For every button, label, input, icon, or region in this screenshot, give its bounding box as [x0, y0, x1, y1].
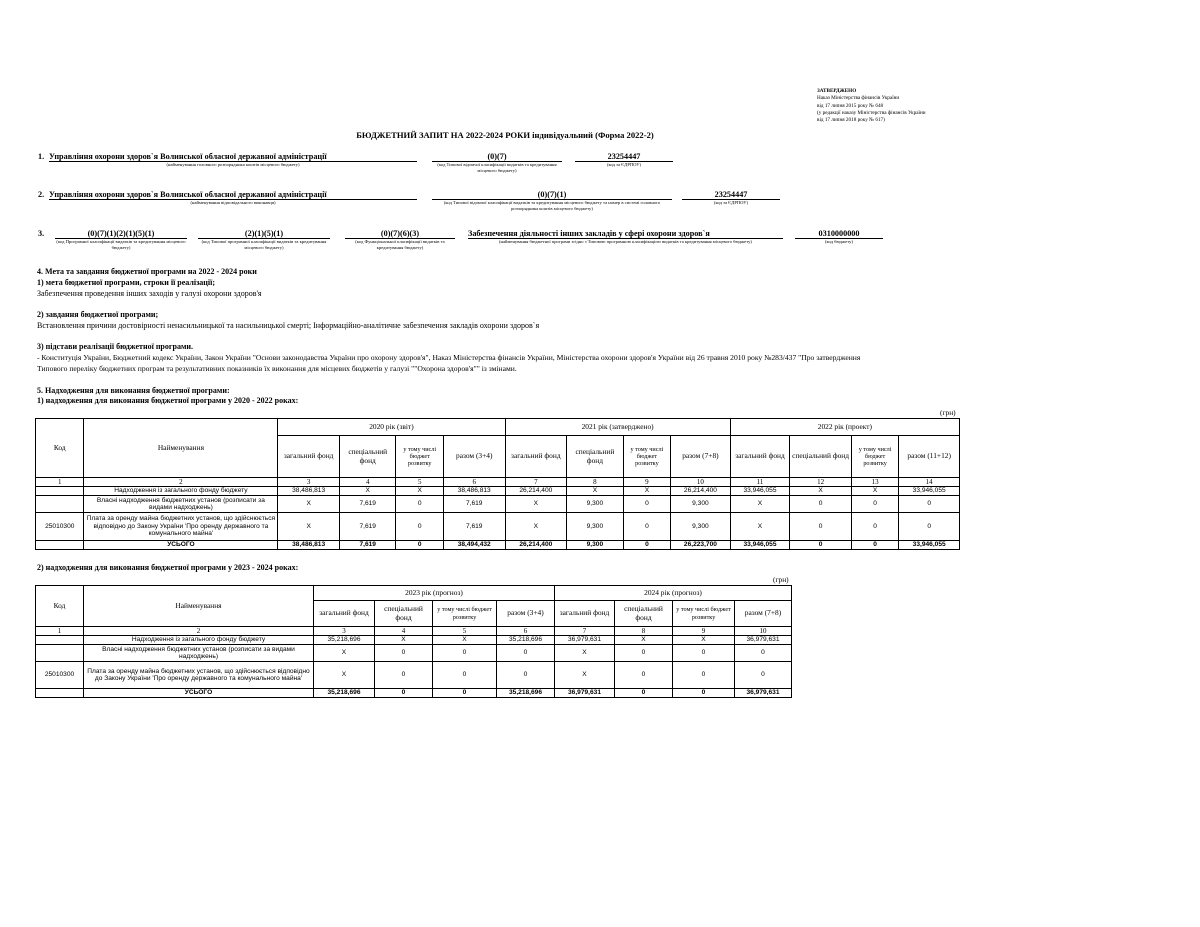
row-code	[36, 645, 84, 662]
column-number: 4	[339, 478, 396, 487]
line2-code-caption: (код Типової відомчої класифікації видатків та кредитування місцевого бюджету та номер в системі головного розпорядника коштів місцевого бюджету)	[443, 200, 661, 211]
cell: 26,214,400	[505, 541, 567, 550]
column-number: 2	[84, 478, 278, 487]
approval-line: від 17 липня 2015 року № 648	[817, 102, 884, 109]
header-development-budget: у тому числі бюджет розвитку	[433, 601, 497, 627]
header-development-budget: у тому числі бюджет розвитку	[623, 436, 670, 478]
column-number: 7	[555, 627, 615, 636]
line3-program-code: (0)(7)(1)(2)(1)(5)(1)	[55, 229, 187, 239]
cell: 38,486,813	[443, 487, 505, 496]
form-title: БЮДЖЕТНИЙ ЗАПИТ НА 2022-2024 РОКИ індивідуальний (Форма 2022-2)	[356, 130, 654, 140]
section4-goal-heading: 1) мета бюджетної програми, строки її реалізації;	[37, 278, 216, 287]
cell: 0	[851, 541, 898, 550]
receipts-table-2020-2022	[35, 418, 960, 550]
line3-program-name-caption: (найменування бюджетної програми згідно з Типовою програмною класифікацією видатків та кредитування місцевого бюджету)	[499, 239, 752, 244]
cell: X	[623, 487, 670, 496]
cell: 0	[623, 513, 670, 541]
cell: 0	[433, 662, 497, 689]
header-total: разом (11+12)	[899, 436, 960, 478]
cell: X	[278, 496, 340, 513]
header-development-budget: у тому числі бюджет розвитку	[673, 601, 735, 627]
cell: 38,494,432	[443, 541, 505, 550]
approval-line: Наказ Міністерства фінансів України	[817, 95, 900, 102]
column-number: 1	[36, 627, 84, 636]
line3-functional-code-caption: (код Функціональної класифікації видатків та кредитування бюджету)	[355, 239, 445, 250]
cell: 0	[433, 689, 497, 698]
cell: 0	[396, 496, 443, 513]
table-row	[36, 513, 960, 541]
line2-number: 2.	[38, 190, 45, 199]
line2-name-caption: (найменування відповідального виконавця)	[190, 200, 276, 205]
cell: 0	[735, 645, 792, 662]
header-general-fund: загальний фонд	[505, 436, 567, 478]
line2-code: (0)(7)(1)	[432, 190, 672, 200]
total-row	[36, 541, 960, 550]
receipts-table-2023-2024	[35, 585, 792, 698]
cell: X	[339, 487, 396, 496]
cell: X	[730, 513, 790, 541]
section4-title: 4. Мета та завдання бюджетної програми на 2022 - 2024 роки	[37, 267, 257, 276]
column-number: 5	[396, 478, 443, 487]
cell: X	[314, 662, 375, 689]
cell: X	[567, 487, 624, 496]
column-number: 9	[623, 478, 670, 487]
header-code: Код	[36, 419, 84, 478]
cell: X	[851, 487, 898, 496]
table2-unit: (грн)	[773, 575, 789, 584]
cell: 7,619	[443, 513, 505, 541]
line1-edrpou: 23254447	[575, 152, 673, 162]
column-number: 2	[84, 627, 314, 636]
section4-basis-text-2: Типового переліку бюджетних програм та результативних показників їх виконання для місцевих бюджетів у галузі ""Охорона здоров'я"" із змінами.	[37, 364, 517, 373]
section4-basis-heading: 3) підстави реалізації бюджетної програми.	[37, 342, 194, 351]
header-special-fund: спеціальний фонд	[615, 601, 673, 627]
line3-typical-code-caption: (код Типової програмної класифікації видатків та кредитування місцевого бюджету)	[201, 239, 327, 250]
row-code	[36, 689, 84, 698]
row-code	[36, 487, 84, 496]
cell: 0	[673, 662, 735, 689]
header-general-fund: загальний фонд	[730, 436, 790, 478]
column-number: 12	[790, 478, 852, 487]
header-general-fund: загальний фонд	[314, 601, 375, 627]
cell: 0	[899, 513, 960, 541]
approval-line: (у редакції наказу Міністерства фінансів України	[817, 109, 926, 116]
line1-number: 1.	[38, 152, 45, 161]
cell: X	[555, 645, 615, 662]
header-total: разом (3+4)	[497, 601, 555, 627]
cell: 0	[623, 496, 670, 513]
row-name: Власні надходження бюджетних установ (розписати за видами надходжень)	[84, 645, 314, 662]
cell: X	[375, 636, 433, 645]
column-number: 10	[735, 627, 792, 636]
column-number: 8	[567, 478, 624, 487]
table1-unit: (грн)	[940, 408, 956, 417]
cell: 0	[375, 662, 433, 689]
line2-name: Управління охорони здоров`я Волинської обласної державної адміністрації	[49, 190, 417, 200]
cell: 33,946,055	[899, 487, 960, 496]
cell: 0	[623, 541, 670, 550]
cell: 0	[673, 645, 735, 662]
column-number: 14	[899, 478, 960, 487]
row-name: УСЬОГО	[84, 541, 278, 550]
cell: 0	[375, 645, 433, 662]
cell: X	[555, 662, 615, 689]
row-name: Власні надходження бюджетних установ (розписати за видами надходжень)	[84, 496, 278, 513]
column-number: 13	[851, 478, 898, 487]
cell: 0	[673, 689, 735, 698]
approval-title: ЗАТВЕРДЖЕНО	[817, 88, 857, 94]
section4-tasks-text: Встановлення причини достовірності ненасильницької та насильницької смерті; Інформаційно-аналітичне забезпечення закладів охорони здоров`я	[37, 321, 540, 330]
row-code: 25010300	[36, 662, 84, 689]
line3-program-code-caption: (код Програмної класифікації видатків та кредитування місцевого бюджету)	[56, 239, 186, 250]
section4-tasks-heading: 2) завдання бюджетної програми;	[37, 310, 159, 319]
cell: 26,214,400	[671, 487, 731, 496]
header-development-budget: у тому числі бюджет розвитку	[396, 436, 443, 478]
cell: 7,619	[339, 513, 396, 541]
cell: 36,979,631	[735, 636, 792, 645]
table-row	[36, 662, 792, 689]
row-code	[36, 496, 84, 513]
cell: 0	[790, 496, 852, 513]
column-number: 9	[673, 627, 735, 636]
cell: 26,214,400	[505, 487, 567, 496]
line1-name-caption: (найменування головного розпорядника коштів місцевого бюджету)	[166, 162, 300, 167]
cell: 33,946,055	[899, 541, 960, 550]
cell: X	[314, 645, 375, 662]
cell: X	[433, 636, 497, 645]
column-number-row	[36, 478, 960, 487]
row-code	[36, 541, 84, 550]
line1-edrpou-caption: (код за ЄДРПОУ)	[606, 162, 642, 167]
header-special-fund: спеціальний фонд	[567, 436, 624, 478]
cell: 38,486,813	[278, 487, 340, 496]
row-name: Надходження із загального фонду бюджету	[84, 487, 278, 496]
row-name: Надходження із загального фонду бюджету	[84, 636, 314, 645]
line3-budget-code: 0310000000	[795, 229, 883, 239]
cell: 35,218,696	[497, 689, 555, 698]
cell: 0	[790, 541, 852, 550]
header-year: 2022 рік (проект)	[730, 419, 959, 436]
section5-title: 5. Надходження для виконання бюджетної програми:	[37, 386, 230, 395]
section4-goal-text: Забезпечення проведення інших заходів у галузі охорони здоров'я	[37, 289, 262, 298]
line2-edrpou: 23254447	[682, 190, 780, 200]
table-row	[36, 636, 792, 645]
line3-number: 3.	[38, 229, 45, 238]
line1-code-caption: (код Типової відомчої класифікації видатків та кредитування місцевого бюджету)	[437, 162, 557, 173]
cell: 36,979,631	[555, 689, 615, 698]
cell: X	[730, 496, 790, 513]
cell: X	[790, 487, 852, 496]
row-name: Плата за оренду майна бюджетних установ, що здійснюється відповідно до Закону України 'Про оренду державного та комунального майна'	[84, 662, 314, 689]
line3-functional-code: (0)(7)(6)(3)	[345, 229, 455, 239]
cell: 7,619	[339, 541, 396, 550]
cell: 0	[615, 662, 673, 689]
header-general-fund: загальний фонд	[278, 436, 340, 478]
cell: 0	[497, 645, 555, 662]
cell: 0	[851, 496, 898, 513]
cell: 0	[790, 513, 852, 541]
cell: 35,218,696	[314, 636, 375, 645]
cell: 0	[851, 513, 898, 541]
row-code: 25010300	[36, 513, 84, 541]
header-general-fund: загальний фонд	[555, 601, 615, 627]
cell: 36,979,631	[735, 689, 792, 698]
cell: X	[673, 636, 735, 645]
column-number: 6	[497, 627, 555, 636]
line3-typical-code: (2)(1)(5)(1)	[198, 229, 330, 239]
table-row	[36, 645, 792, 662]
row-name: УСЬОГО	[84, 689, 314, 698]
cell: 9,300	[567, 496, 624, 513]
total-row	[36, 689, 792, 698]
cell: 9,300	[567, 513, 624, 541]
section4-basis-text-1: - Конституція України, Бюджетний кодекс України, Закон України "Основи законодавства України про охорону здоров'я", Наказ Міністерства фінансів України, Міністерства охорони здоров'я України від 26 травня 2010 року №283/437 "Про затвердження	[37, 353, 861, 362]
cell: 33,946,055	[730, 487, 790, 496]
row-code	[36, 636, 84, 645]
cell: 7,619	[339, 496, 396, 513]
line2-edrpou-caption: (код за ЄДРПОУ)	[713, 200, 749, 205]
cell: X	[278, 513, 340, 541]
header-development-budget: у тому числі бюджет розвитку	[851, 436, 898, 478]
column-number: 3	[314, 627, 375, 636]
section5-table2-heading: 2) надходження для виконання бюджетної програми у 2023 - 2024 роках:	[37, 563, 299, 572]
table-row	[36, 496, 960, 513]
cell: 0	[396, 513, 443, 541]
header-special-fund: спеціальний фонд	[375, 601, 433, 627]
header-code: Код	[36, 586, 84, 627]
cell: 9,300	[567, 541, 624, 550]
cell: 7,619	[443, 496, 505, 513]
cell: 0	[375, 689, 433, 698]
line1-name: Управління охорони здоров`я Волинської обласної державної адміністрації	[49, 152, 417, 162]
cell: 0	[615, 689, 673, 698]
table-row	[36, 487, 960, 496]
header-special-fund: спеціальний фонд	[790, 436, 852, 478]
cell: 0	[396, 541, 443, 550]
header-name: Найменування	[84, 419, 278, 478]
header-year: 2023 рік (прогноз)	[314, 586, 555, 601]
row-name: Плата за оренду майна бюджетних установ, що здійснюється відповідно до Закону України 'Про оренду державного та комунального майна'	[84, 513, 278, 541]
header-year: 2021 рік (затверджено)	[505, 419, 730, 436]
cell: 0	[497, 662, 555, 689]
column-number: 10	[671, 478, 731, 487]
cell: 33,946,055	[730, 541, 790, 550]
approval-block	[817, 88, 977, 124]
header-total: разом (7+8)	[735, 601, 792, 627]
header-special-fund: спеціальний фонд	[339, 436, 396, 478]
cell: 35,218,696	[314, 689, 375, 698]
cell: 9,300	[671, 513, 731, 541]
cell: 0	[615, 645, 673, 662]
header-year: 2020 рік (звіт)	[278, 419, 505, 436]
column-number: 1	[36, 478, 84, 487]
header-name: Найменування	[84, 586, 314, 627]
cell: 0	[899, 496, 960, 513]
header-year: 2024 рік (прогноз)	[555, 586, 792, 601]
line3-budget-code-caption: (код бюджету)	[825, 239, 853, 244]
section5-table1-heading: 1) надходження для виконання бюджетної програми у 2020 - 2022 роках:	[37, 396, 299, 405]
column-number: 11	[730, 478, 790, 487]
cell: 36,979,631	[555, 636, 615, 645]
line1-code: (0)(7)	[432, 152, 562, 162]
cell: X	[505, 513, 567, 541]
line3-program-name: Забезпечення діяльності інших закладів у сфері охорони здоров`я	[468, 229, 783, 239]
column-number-row	[36, 627, 792, 636]
column-number: 8	[615, 627, 673, 636]
cell: X	[505, 496, 567, 513]
column-number: 7	[505, 478, 567, 487]
column-number: 4	[375, 627, 433, 636]
cell: 9,300	[671, 496, 731, 513]
cell: 0	[735, 662, 792, 689]
header-total: разом (7+8)	[671, 436, 731, 478]
cell: X	[396, 487, 443, 496]
column-number: 5	[433, 627, 497, 636]
cell: 26,223,700	[671, 541, 731, 550]
column-number: 3	[278, 478, 340, 487]
cell: 0	[433, 645, 497, 662]
header-total: разом (3+4)	[443, 436, 505, 478]
column-number: 6	[443, 478, 505, 487]
cell: X	[615, 636, 673, 645]
cell: 38,486,813	[278, 541, 340, 550]
approval-line: від 17 липня 2018 року № 617)	[817, 117, 885, 124]
cell: 35,218,696	[497, 636, 555, 645]
